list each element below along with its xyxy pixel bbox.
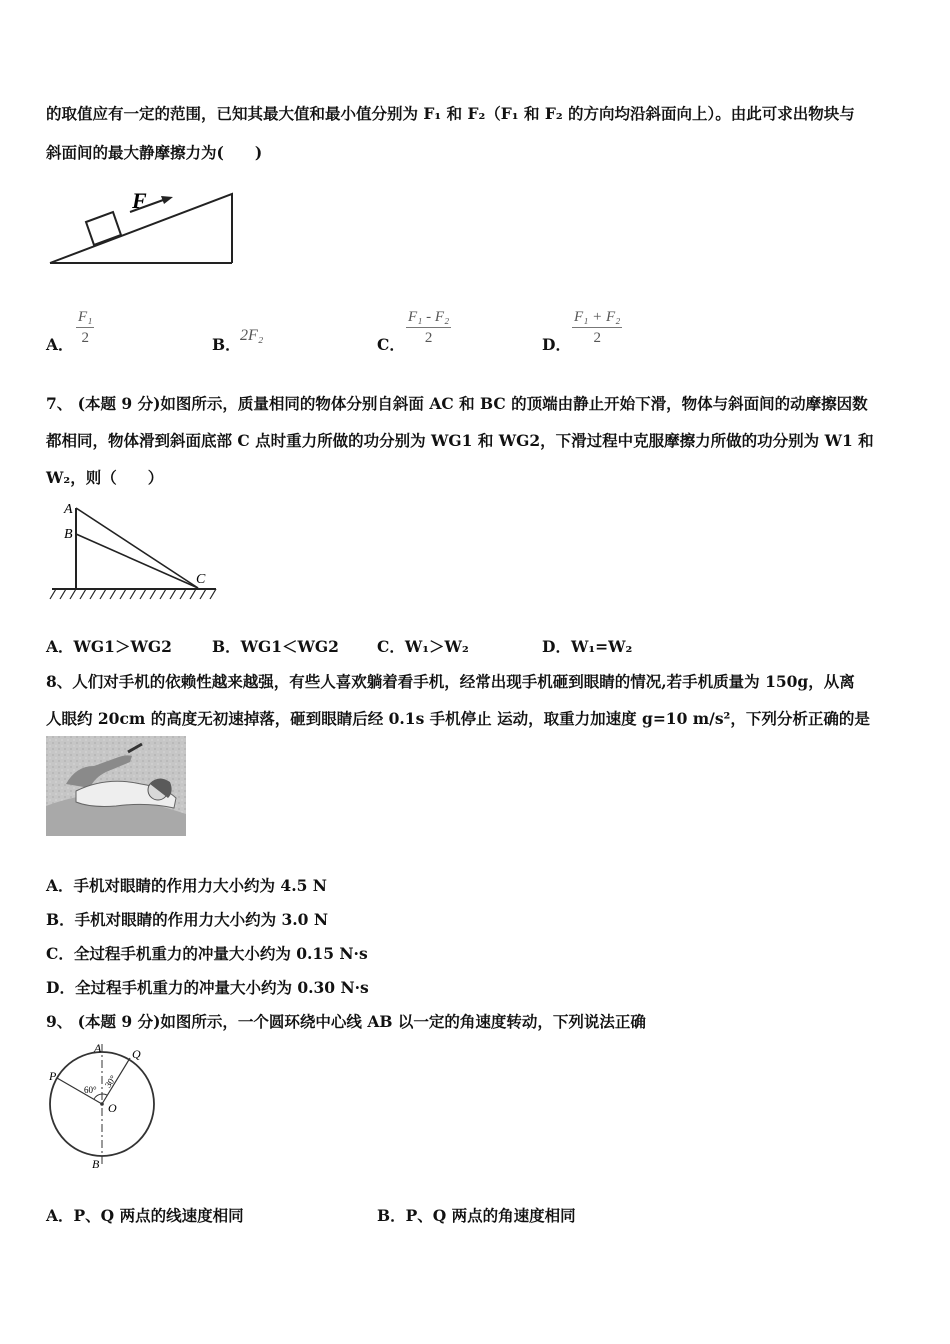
q8-text-line1: 8、人们对手机的依赖性越来越强，有些人喜欢躺着看手机，经常出现手机砸到眼睛的情况,若手机质量为 150g，从离 (46, 672, 855, 691)
q9-point-b: B (92, 1157, 100, 1171)
q7-text-line2: 都相同，物体滑到斜面底部 C 点时重力所做的功分别为 WG1 和 WG2，下滑过程中克服摩擦力所做的功分别为 W1 和 (46, 431, 874, 450)
q7-point-a: A (64, 502, 73, 517)
q9-point-q: Q (132, 1047, 141, 1061)
q6-option-d-fraction (572, 309, 622, 347)
q8-option-b[interactable]: B．手机对眼睛的作用力大小约为 3.0 N (46, 910, 329, 929)
q7-text-line3: W₂，则（ ） (46, 468, 164, 487)
q6-option-d-den: 2 (593, 330, 601, 346)
q6-option-a-num: F₁ (76, 309, 94, 328)
q6-option-b-label[interactable]: B． (212, 335, 241, 354)
q6-option-b-expr (240, 327, 263, 345)
q7-option-c[interactable]: C．W₁＞W₂ (377, 637, 469, 656)
q6-option-a-den: 2 (81, 330, 89, 346)
q9-point-a: A (94, 1041, 102, 1055)
q9-option-a[interactable]: A．P、Q 两点的线速度相同 (46, 1206, 244, 1225)
q7-option-a[interactable]: A．WG1＞WG2 (46, 637, 172, 656)
q6-option-a-fraction (76, 309, 94, 347)
q6-option-a-label[interactable]: A． (46, 335, 74, 354)
q6-option-c-num: F₁ - F₂ (406, 309, 451, 328)
q8-option-d[interactable]: D．全过程手机重力的冲量大小约为 0.30 N·s (46, 978, 369, 997)
q9-angle-60: 60° (84, 1085, 97, 1095)
q7-point-b: B (64, 527, 73, 542)
q7-option-d[interactable]: D．W₁=W₂ (542, 637, 633, 656)
q6-text-line1: 的取值应有一定的范围，已知其最大值和最小值分别为 F₁ 和 F₂（F₁ 和 F₂ 的方向均沿斜面向上）。由此可求出物块与 (46, 104, 855, 123)
q9-angle-30: 30° (102, 1073, 119, 1090)
q6-option-c-fraction (406, 309, 451, 347)
q8-option-c[interactable]: C．全过程手机重力的冲量大小约为 0.15 N·s (46, 944, 368, 963)
q6-option-d-num: F₁ + F₂ (572, 309, 622, 328)
q7-point-c: C (196, 572, 206, 587)
q8-person-phone-photo (46, 736, 186, 836)
q9-option-b[interactable]: B．P、Q 两点的角速度相同 (377, 1206, 576, 1225)
q9-center-o: O (108, 1101, 117, 1115)
q7-option-b[interactable]: B．WG1＜WG2 (212, 637, 339, 656)
q6-text-line2: 斜面间的最大静摩擦力为( ) (46, 143, 263, 162)
q6-force-label: F (132, 188, 147, 213)
q6-option-d-label[interactable]: D． (542, 335, 571, 354)
q6-option-c-den: 2 (424, 330, 433, 346)
q8-text-line2: 人眼约 20cm 的高度无初速掉落，砸到眼睛后经 0.1s 手机停止 运动，取重力加速度 g=10 m/s²，下列分析正确的是 (46, 709, 870, 728)
q8-option-a[interactable]: A．手机对眼睛的作用力大小约为 4.5 N (46, 876, 327, 895)
q6-option-c-label[interactable]: C． (377, 335, 405, 354)
q6-option-b-value: 2F₂ (240, 327, 264, 344)
q9-text-line1: 9、 (本题 9 分)如图所示，一个圆环绕中心线 AB 以一定的角速度转动，下列说法正确 (46, 1012, 646, 1031)
q9-point-p: P (49, 1069, 57, 1083)
q7-text-line1: 7、 (本题 9 分)如图所示，质量相同的物体分别自斜面 AC 和 BC 的顶端由静止开始下滑，物体与斜面间的动摩擦因数 (46, 394, 868, 413)
q7-slopes-figure (46, 498, 222, 604)
q6-incline-figure (46, 186, 238, 268)
q9-ring-figure (44, 1038, 168, 1172)
